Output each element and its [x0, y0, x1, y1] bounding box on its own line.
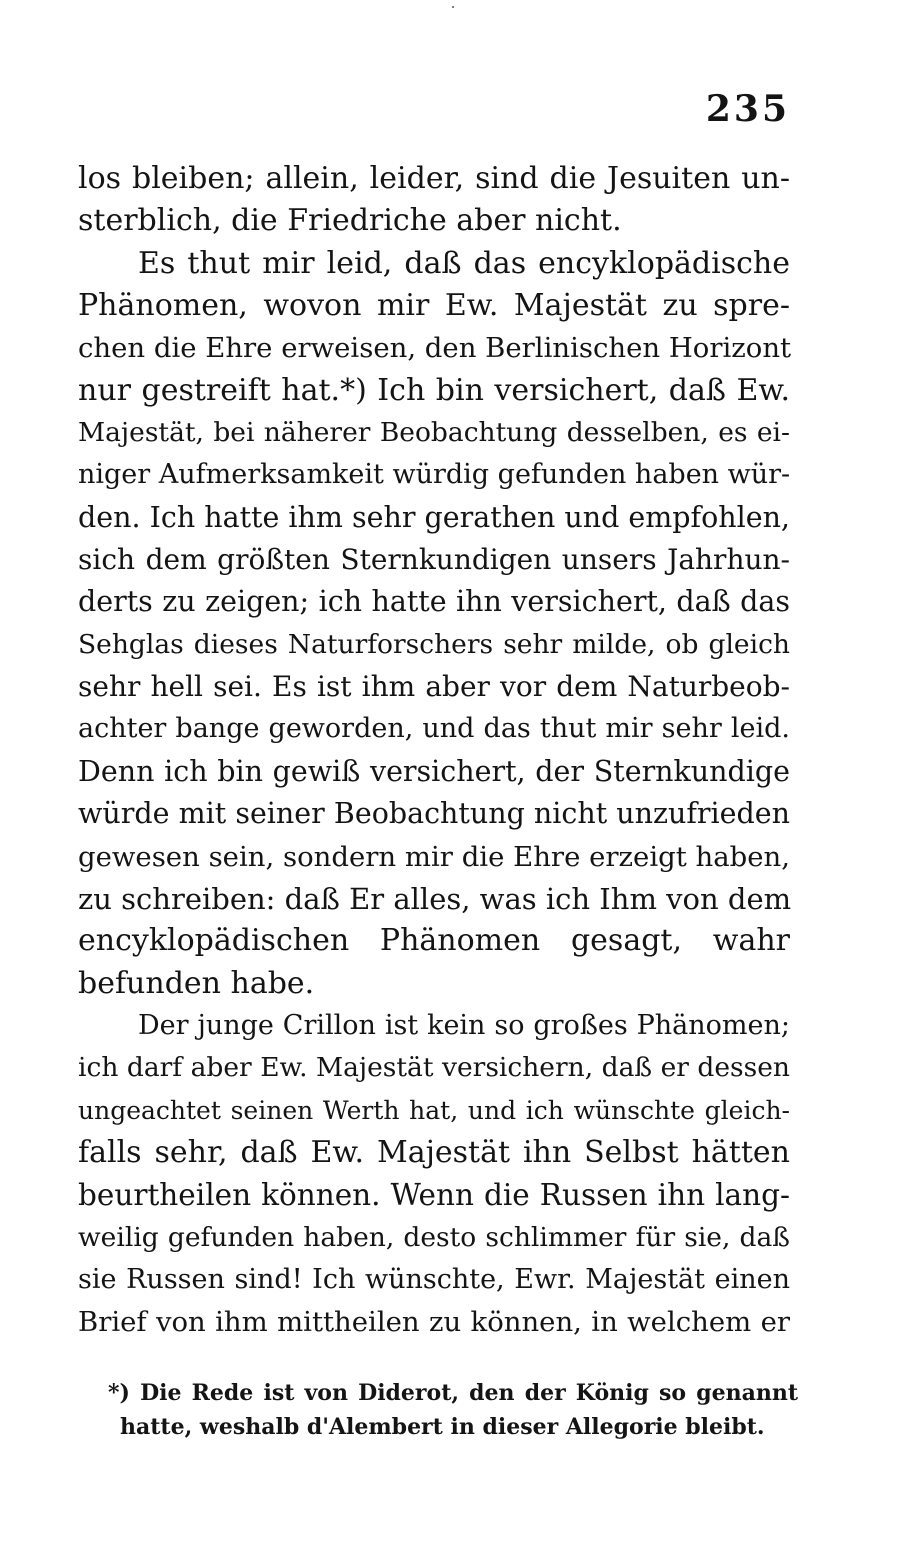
footnote-line: hatte, weshalb d'Alembert in dieser Allegorie bleibt.: [120, 1414, 765, 1440]
text-line: ich darf aber Ew. Majestät versichern, daß er dessen: [78, 1052, 790, 1084]
text-line: Majestät, bei näherer Beobachtung desselben, es ei-: [78, 417, 790, 449]
text-line: chen die Ehre erweisen, den Berlinischen Horizont: [78, 332, 792, 365]
text-line: Phänomen, wovon mir Ew. Majestät zu spre-: [78, 288, 790, 324]
text-line: zu schreiben: daß Er alles, was ich Ihm von dem: [78, 881, 792, 916]
text-line: Der junge Crillon ist kein so großes Phänomen;: [138, 1009, 790, 1041]
text-line: sie Russen sind! Ich wünschte, Ewr. Majestät einen: [78, 1263, 790, 1295]
text-line: ungeachtet seinen Werth hat, und ich wünschte gleich-: [78, 1095, 790, 1125]
text-line: Brief von ihm mittheilen zu können, in welchem er: [78, 1306, 790, 1339]
text-line: falls sehr, daß Ew. Majestät ihn Selbst hätten: [78, 1134, 790, 1170]
page-speck: [452, 6, 454, 8]
text-line: Es thut mir leid, daß das encyklopädische: [138, 245, 790, 281]
text-line: sich dem größten Sternkundigen unsers Jahrhun-: [78, 543, 790, 577]
text-line: los bleiben; allein, leider, sind die Jesuiten un-: [78, 161, 790, 196]
footnote: [108, 1376, 798, 1444]
text-line: Sehglas dieses Naturforschers sehr milde, ob gleich: [78, 628, 790, 660]
text-line: gewesen sein, sondern mir die Ehre erzeigt haben,: [78, 840, 790, 873]
text-line: encyklopädischen Phänomen gesagt, wahr: [78, 923, 790, 959]
text-line: nur gestreift hat.*) Ich bin versichert, daß Ew.: [78, 372, 790, 408]
text-line: sterblich, die Friedriche aber nicht.: [78, 203, 622, 239]
text-line: würde mit seiner Beobachtung nicht unzufrieden: [78, 797, 790, 831]
text-line: befunden habe.: [78, 965, 315, 1001]
text-line: sehr hell sei. Es ist ihm aber vor dem Naturbeob-: [78, 670, 790, 704]
page-number: 235: [705, 88, 790, 130]
main-text: [78, 158, 790, 1344]
text-line: weilig gefunden haben, desto schlimmer für sie, daß: [78, 1221, 790, 1253]
text-line: niger Aufmerksamkeit würdig gefunden haben wür-: [78, 459, 791, 491]
footnote-line: *) Die Rede ist von Diderot, den der König so genannt: [108, 1380, 798, 1406]
text-line: beurtheilen können. Wenn die Russen ihn lang-: [78, 1178, 790, 1213]
text-line: achter bange geworden, und das thut mir sehr leid.: [78, 713, 790, 745]
text-line: derts zu zeigen; ich hatte ihn versichert, daß das: [78, 585, 790, 619]
text-line: den. Ich hatte ihm sehr gerathen und empfohlen,: [78, 500, 790, 534]
text-line: Denn ich bin gewiß versichert, der Sternkundige: [78, 754, 790, 788]
